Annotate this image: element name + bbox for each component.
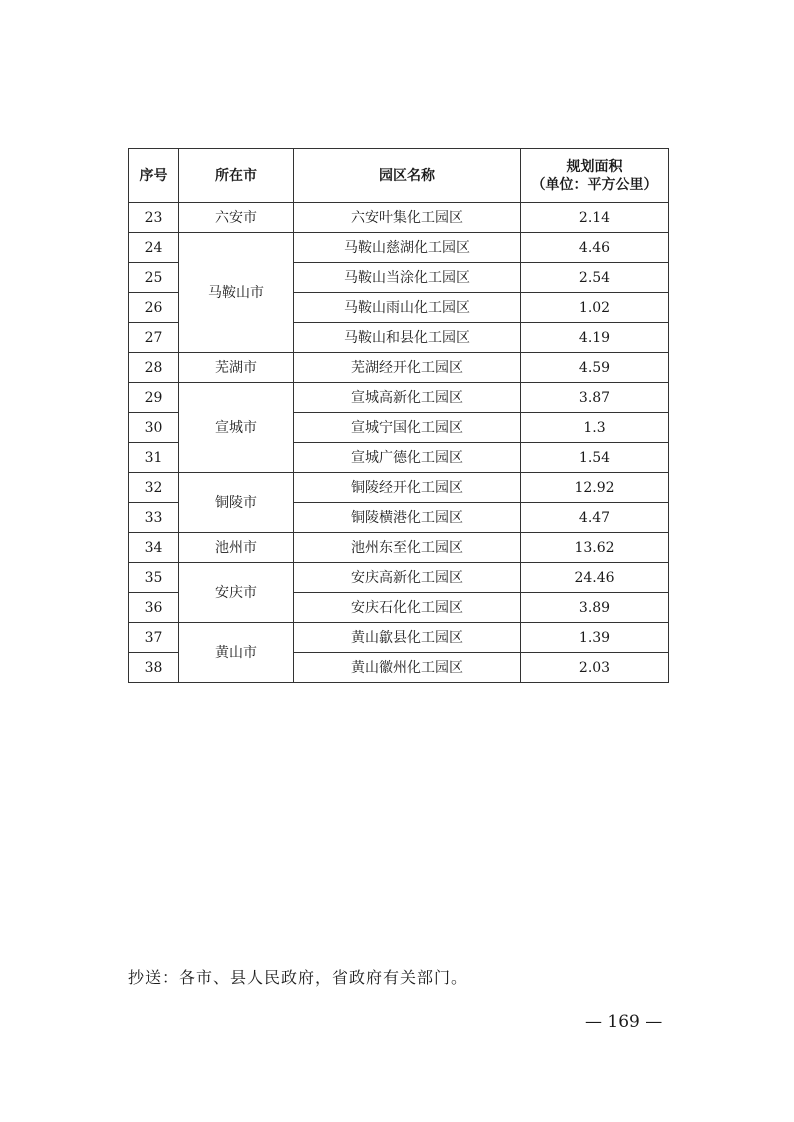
page-number: — 169 — xyxy=(585,1012,663,1032)
cc-note: 抄送：各市、县人民政府，省政府有关部门。 xyxy=(128,968,469,987)
table-row xyxy=(129,203,669,233)
cell-area: 3.87 xyxy=(521,383,669,413)
table-row xyxy=(129,353,669,383)
cell-park: 安庆高新化工园区 xyxy=(294,563,521,593)
cell-no: 24 xyxy=(129,233,179,263)
cell-park: 马鞍山当涂化工园区 xyxy=(294,263,521,293)
cell-no: 28 xyxy=(129,353,179,383)
cell-area: 4.46 xyxy=(521,233,669,263)
cell-no: 33 xyxy=(129,503,179,533)
cell-area: 3.89 xyxy=(521,593,669,623)
cell-area: 2.54 xyxy=(521,263,669,293)
table-header xyxy=(129,149,669,203)
cell-no: 29 xyxy=(129,383,179,413)
cell-park: 马鞍山雨山化工园区 xyxy=(294,293,521,323)
cell-no: 34 xyxy=(129,533,179,563)
cell-area: 13.62 xyxy=(521,533,669,563)
table-row xyxy=(129,533,669,563)
park-table xyxy=(128,148,669,683)
header-area-unit: （单位：平方公里） xyxy=(531,176,658,193)
cell-area: 2.14 xyxy=(521,203,669,233)
cell-no: 23 xyxy=(129,203,179,233)
cell-area: 12.92 xyxy=(521,473,669,503)
cell-no: 37 xyxy=(129,623,179,653)
header-park: 园区名称 xyxy=(294,149,521,203)
cell-park: 池州东至化工园区 xyxy=(294,533,521,563)
cell-city: 安庆市 xyxy=(179,563,294,623)
cell-area: 4.19 xyxy=(521,323,669,353)
cell-area: 1.3 xyxy=(521,413,669,443)
cell-park: 安庆石化化工园区 xyxy=(294,593,521,623)
cell-no: 31 xyxy=(129,443,179,473)
table-row xyxy=(129,233,669,263)
cell-park: 芜湖经开化工园区 xyxy=(294,353,521,383)
cell-park: 马鞍山和县化工园区 xyxy=(294,323,521,353)
cell-city: 池州市 xyxy=(179,533,294,563)
cell-city: 铜陵市 xyxy=(179,473,294,533)
table-row xyxy=(129,623,669,653)
cell-city: 黄山市 xyxy=(179,623,294,683)
cell-no: 30 xyxy=(129,413,179,443)
cell-city: 芜湖市 xyxy=(179,353,294,383)
table-row xyxy=(129,383,669,413)
cell-city: 六安市 xyxy=(179,203,294,233)
cell-no: 32 xyxy=(129,473,179,503)
header-city: 所在市 xyxy=(179,149,294,203)
cell-no: 26 xyxy=(129,293,179,323)
cell-city: 马鞍山市 xyxy=(179,233,294,353)
cell-no: 38 xyxy=(129,653,179,683)
cell-park: 宣城宁国化工园区 xyxy=(294,413,521,443)
cell-area: 24.46 xyxy=(521,563,669,593)
cell-park: 马鞍山慈湖化工园区 xyxy=(294,233,521,263)
cell-area: 1.39 xyxy=(521,623,669,653)
cell-park: 黄山歙县化工园区 xyxy=(294,623,521,653)
cell-park: 铜陵横港化工园区 xyxy=(294,503,521,533)
cell-park: 宣城广德化工园区 xyxy=(294,443,521,473)
cell-park: 六安叶集化工园区 xyxy=(294,203,521,233)
table-body xyxy=(129,203,669,683)
cell-no: 25 xyxy=(129,263,179,293)
cell-no: 35 xyxy=(129,563,179,593)
cell-park: 宣城高新化工园区 xyxy=(294,383,521,413)
cell-no: 27 xyxy=(129,323,179,353)
cell-area: 1.02 xyxy=(521,293,669,323)
cell-area: 1.54 xyxy=(521,443,669,473)
cell-park: 黄山徽州化工园区 xyxy=(294,653,521,683)
cell-park: 铜陵经开化工园区 xyxy=(294,473,521,503)
header-area-title: 规划面积 xyxy=(566,158,623,175)
header-no: 序号 xyxy=(129,149,179,203)
cell-area: 2.03 xyxy=(521,653,669,683)
table-row xyxy=(129,473,669,503)
cell-area: 4.59 xyxy=(521,353,669,383)
cell-area: 4.47 xyxy=(521,503,669,533)
table-row xyxy=(129,563,669,593)
cell-no: 36 xyxy=(129,593,179,623)
header-area xyxy=(521,149,669,203)
cell-city: 宣城市 xyxy=(179,383,294,473)
